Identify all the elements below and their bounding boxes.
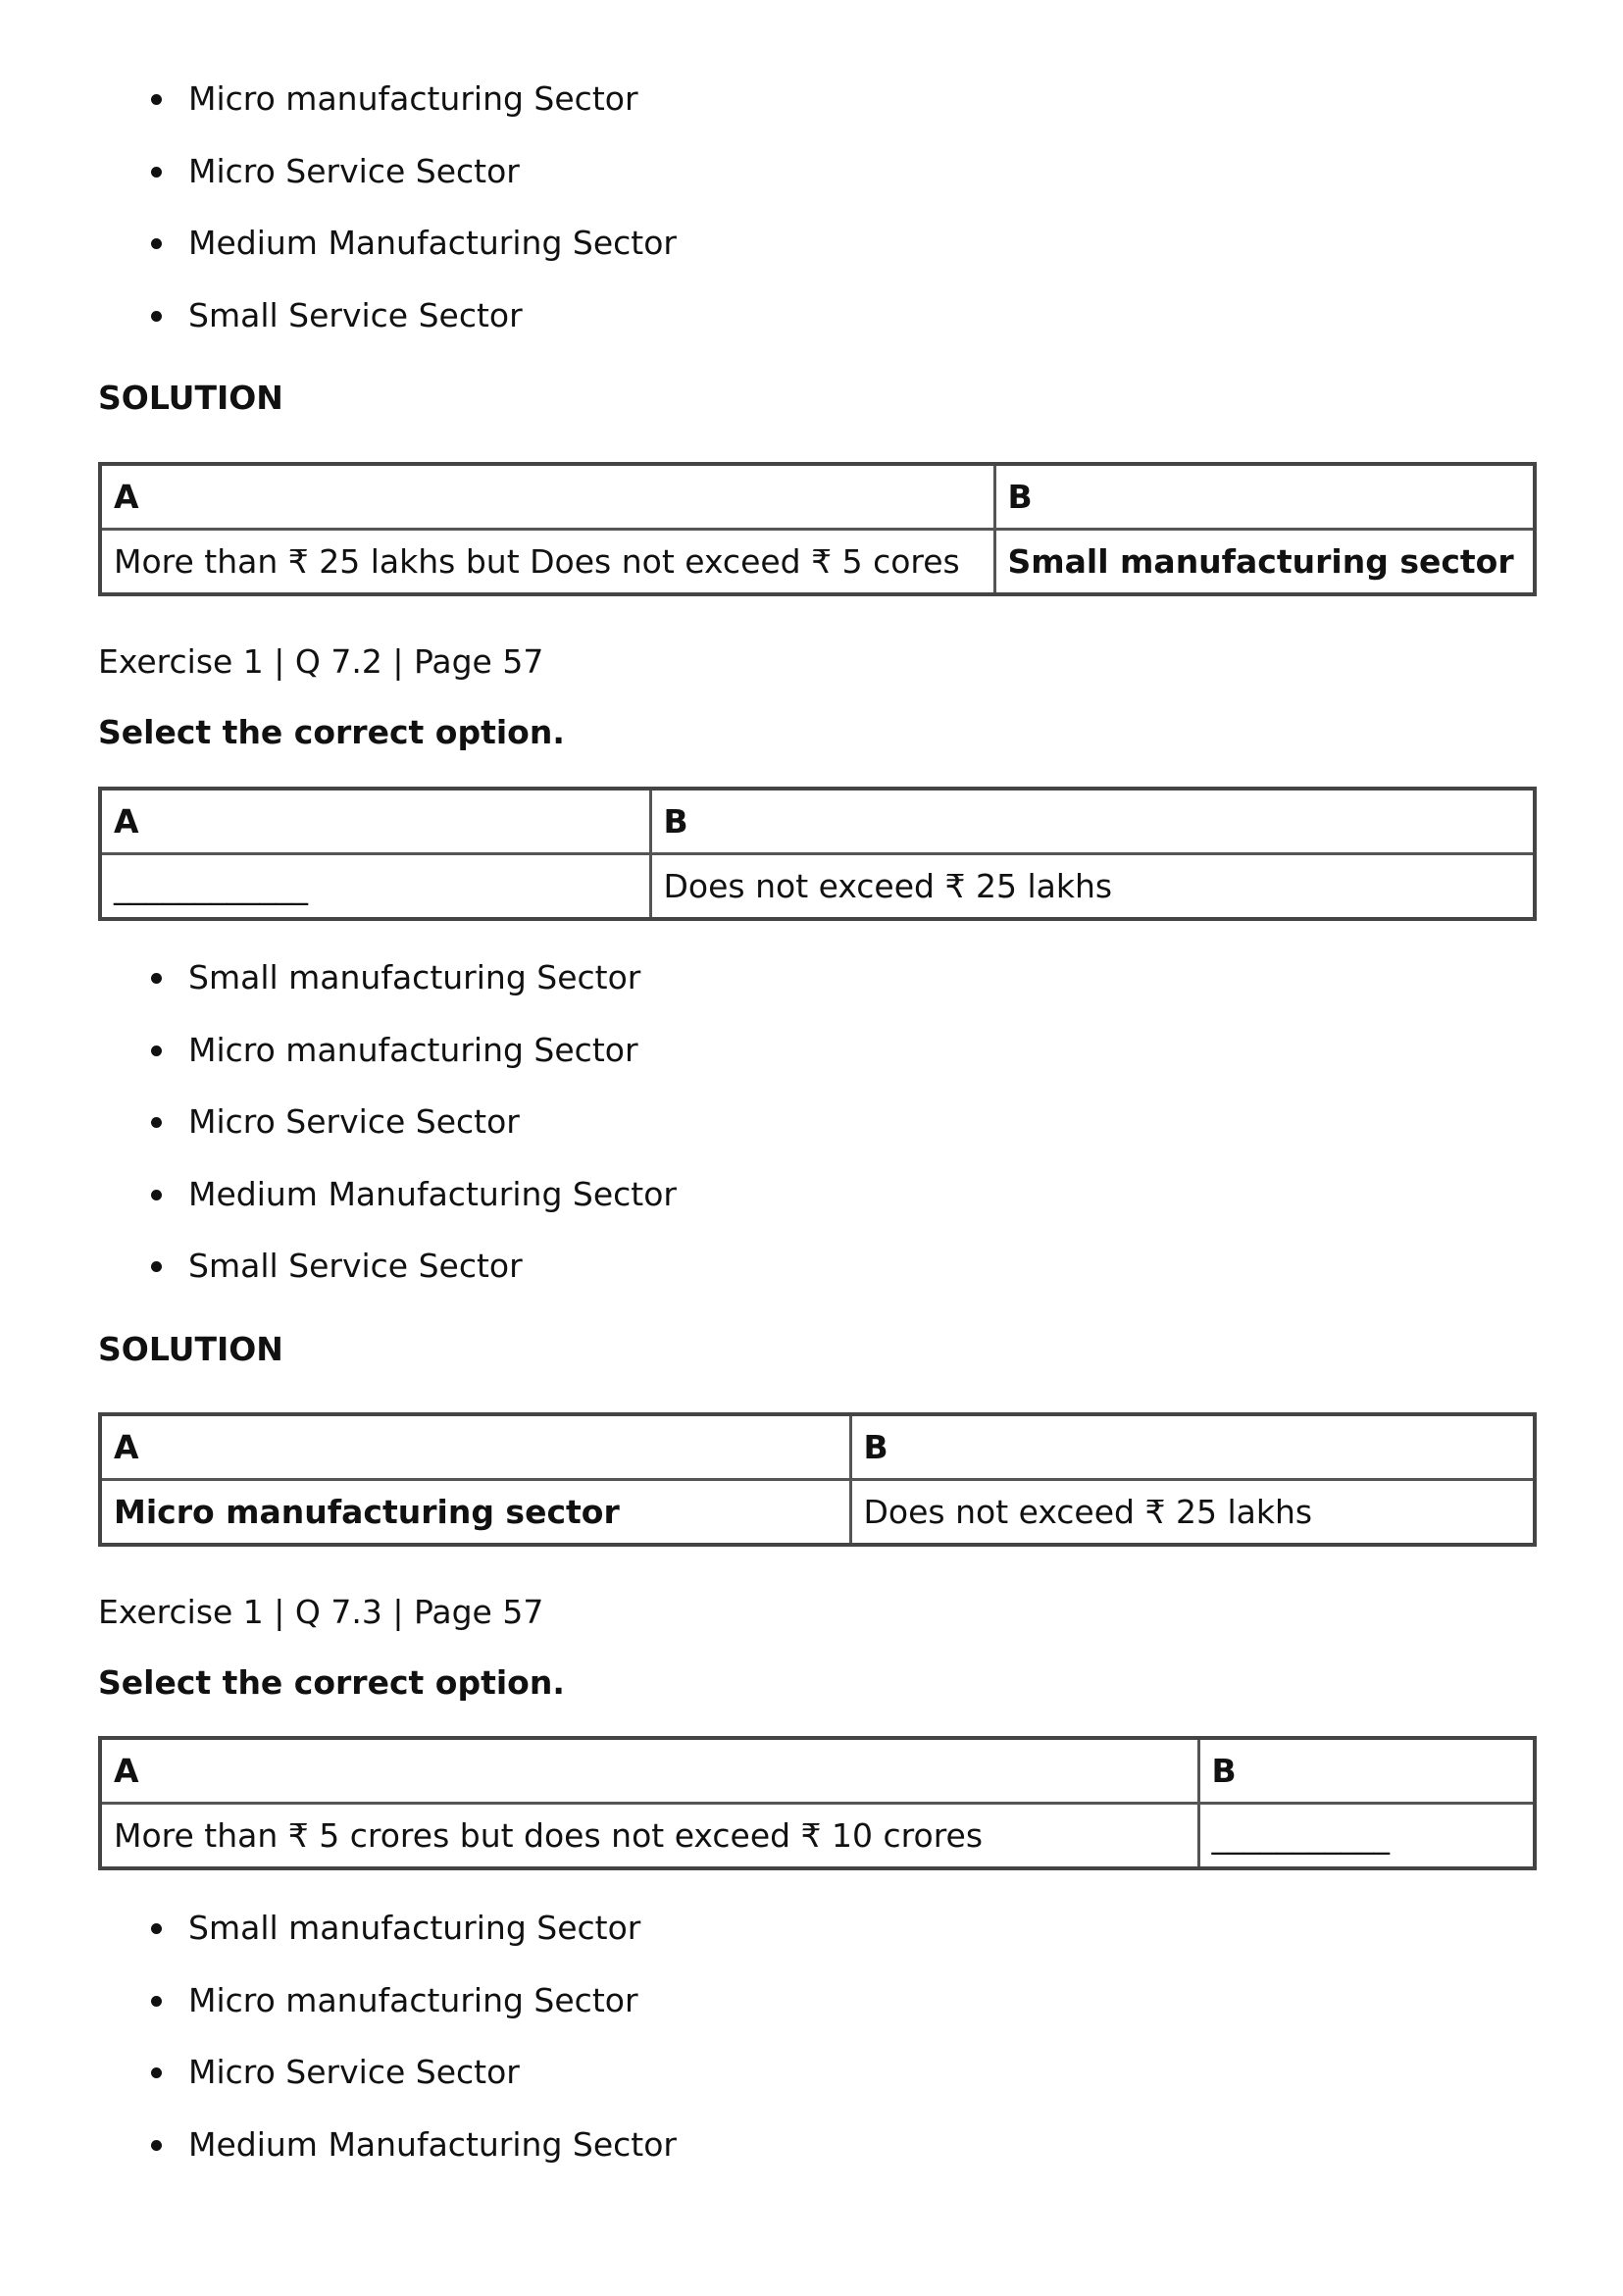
table-row: [100, 854, 1535, 920]
list-item: Micro manufacturing Sector: [98, 63, 677, 135]
q2-solution-heading: SOLUTION: [98, 1330, 283, 1368]
cell-a: More than ₹ 5 crores but does not exceed ₹ 10 crores: [100, 1804, 1198, 1869]
q3-question-table: [98, 1736, 1537, 1870]
column-a-header: A: [100, 789, 650, 854]
column-a-header: A: [100, 1414, 850, 1480]
list-item: Small Service Sector: [98, 280, 677, 352]
q3-prompt: Select the correct option.: [98, 1663, 565, 1702]
list-item: Small manufacturing Sector: [98, 942, 677, 1014]
table-header-row: [100, 1738, 1535, 1804]
cell-b: Does not exceed ₹ 25 lakhs: [850, 1480, 1535, 1546]
cell-b-answer: Small manufacturing sector: [994, 530, 1535, 595]
list-item: Micro manufacturing Sector: [98, 1964, 677, 2037]
cell-b: Does not exceed ₹ 25 lakhs: [650, 854, 1535, 920]
column-b-header: B: [994, 464, 1535, 530]
table-header-row: [100, 464, 1535, 530]
table-header-row: [100, 1414, 1535, 1480]
list-item: Micro Service Sector: [98, 135, 677, 208]
list-item: Medium Manufacturing Sector: [98, 207, 677, 280]
cell-b-blank: ___________: [1198, 1804, 1535, 1869]
cell-a: More than ₹ 25 lakhs but Does not exceed ₹ 5 cores: [100, 530, 994, 595]
q1-solution-heading: SOLUTION: [98, 379, 283, 417]
q3-exercise-reference: Exercise 1 | Q 7.3 | Page 57: [98, 1593, 544, 1631]
column-b-header: B: [1198, 1738, 1535, 1804]
table-header-row: [100, 789, 1535, 854]
list-item: Medium Manufacturing Sector: [98, 2109, 677, 2181]
q2-question-table: [98, 787, 1537, 921]
q2-options: [98, 942, 677, 1302]
table-row: [100, 1480, 1535, 1546]
q2-solution-table: [98, 1412, 1537, 1547]
table-row: [100, 1804, 1535, 1869]
list-item: Medium Manufacturing Sector: [98, 1158, 677, 1231]
q2-exercise-reference: Exercise 1 | Q 7.2 | Page 57: [98, 642, 544, 681]
q3-options: [98, 1892, 677, 2180]
q2-prompt: Select the correct option.: [98, 713, 565, 751]
column-b-header: B: [650, 789, 1535, 854]
q1-options: [98, 63, 677, 351]
cell-a-answer: Micro manufacturing sector: [100, 1480, 850, 1546]
list-item: Micro manufacturing Sector: [98, 1014, 677, 1087]
column-a-header: A: [100, 1738, 1198, 1804]
list-item: Micro Service Sector: [98, 2036, 677, 2109]
list-item: Micro Service Sector: [98, 1086, 677, 1158]
column-a-header: A: [100, 464, 994, 530]
column-b-header: B: [850, 1414, 1535, 1480]
table-row: [100, 530, 1535, 595]
list-item: Small Service Sector: [98, 1230, 677, 1302]
q1-solution-table: [98, 462, 1537, 596]
list-item: Small manufacturing Sector: [98, 1892, 677, 1964]
cell-a-blank: ____________: [100, 854, 650, 920]
